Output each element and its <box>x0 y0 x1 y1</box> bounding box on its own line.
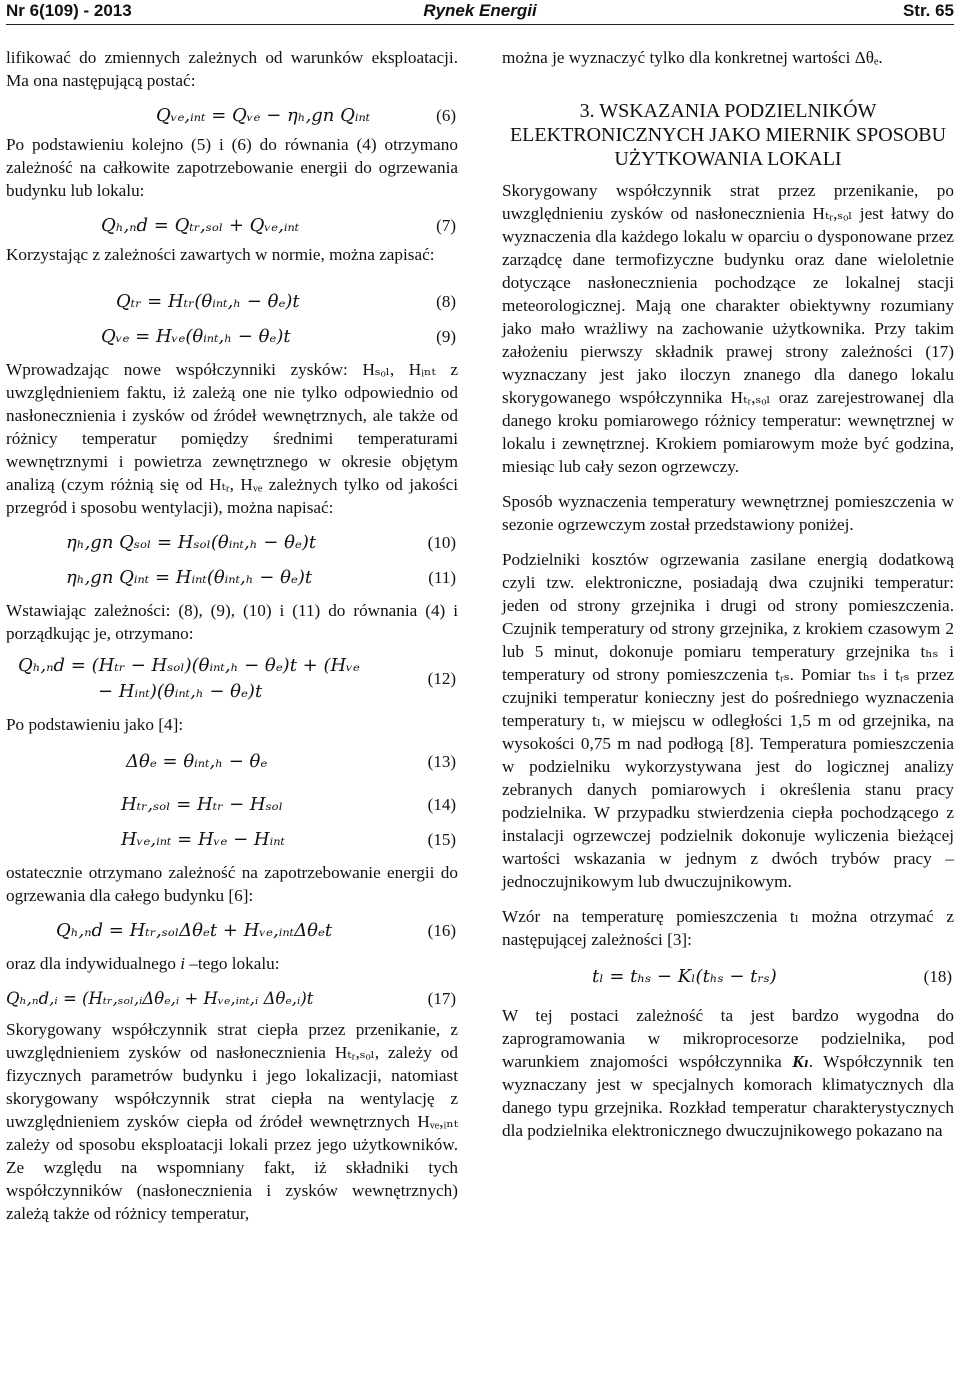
issue-number: Nr 6(109) - 2013 <box>6 1 132 20</box>
equation-9 <box>6 319 458 354</box>
equation-formula: Qᵥₑ,ᵢₙₜ = Qᵥₑ − ηₕ,gn Qᵢₙₜ <box>156 105 371 126</box>
equation-number: (10) <box>427 533 456 552</box>
paragraph: Wzór na temperaturę pomieszczenia tₗ można otrzymać z następującej zależności [3]: <box>502 907 954 949</box>
equation-10 <box>6 525 458 560</box>
text-run: –tego lokalu: <box>185 954 280 973</box>
equation-formula: Qₕ,ₙd = Qₜᵣ,ₛₒₗ + Qᵥₑ,ᵢₙₜ <box>101 215 300 236</box>
equation-7 <box>6 208 458 243</box>
equation-number: (13) <box>427 752 456 771</box>
equation-formula-line1: Qₕ,ₙd = (Hₜᵣ − Hₛₒₗ)(θᵢₙₜ,ₕ − θₑ)t + (Hᵥₑ <box>18 655 360 676</box>
equation-12 <box>6 651 458 707</box>
equation-16 <box>6 913 458 948</box>
paragraph: Korzystając z zależności zawartych w normie, można zapisać: <box>6 245 435 264</box>
right-column <box>502 46 954 1142</box>
equation-number: (18) <box>923 967 952 986</box>
italic-variable: i <box>180 954 185 973</box>
equation-formula: Qₕ,ₙd = Hₜᵣ,ₛₒₗΔθₑt + Hᵥₑ,ᵢₙₜΔθₑt <box>56 920 333 941</box>
equation-number: (9) <box>436 327 456 346</box>
equation-13 <box>6 744 458 779</box>
section-heading: 3. WSKAZANIA PODZIELNIKÓW ELEKTRONICZNYCH JAKO MIERNIK SPOSOBU UŻYTKOWANIA LOKALI <box>509 100 947 170</box>
equation-number: (7) <box>436 216 456 235</box>
paragraph: Wprowadzając nowe współczynniki zysków: Hₛₒₗ, Hᵢₙₜ z uwzględnieniem faktu, iż zależą one nie tylko odpowiednio od nasłonecznienia i zysków od źródeł wewnętrznych, ale także od różnicy temperatur pomiędzy średnimi temperaturami wewnętrznymi i powietrza zewnętrznego w okresie objętym analizą (czym różnią się od Hₜᵣ, Hᵥₑ zależnych tylko od jakości przegród i sposobu wentylacji), można napisać: <box>6 360 458 517</box>
journal-title: Rynek Energii <box>423 1 537 20</box>
left-column <box>6 46 458 1225</box>
equation-6 <box>6 98 458 133</box>
equation-number: (8) <box>436 292 456 311</box>
paragraph: Skorygowany współczynnik strat przez przenikanie, po uwzględnieniu zysków od nasłonecznienia Hₜᵣ,ₛₒₗ jest łatwy do wyznaczenia dla każdego lokalu w oparciu o dysponowane przez zarządcę dane termofizyczne budynku oraz dane wieloletnie dotyczące nasłonecznienia pochodzące ze lokalnej stacji meteorologicznej. Mają one charakter obiektywny rozumiany jako mało wrażliwy na zachowanie użytkownika. Przy takim założeniu pierwszy składnik prawej strony zależności (17) wyznaczany jest jako iloczyn znanego dla danego lokalu skorygowanego współczynnika Hₜᵣ,ₛₒₗ oraz zarejestrowanej dla danego kroku pomiarowego różnicy temperatur: wewnętrznej w lokalu i zewnętrznej. Krokiem pomiarowym może być godzina, miesiąc lub cały sezon ogrzewczy. <box>502 181 954 476</box>
equation-number: (6) <box>436 106 456 125</box>
equation-number: (12) <box>427 669 456 688</box>
equation-number: (11) <box>428 568 456 587</box>
equation-formula-line2: − Hᵢₙₜ)(θᵢₙₜ,ₕ − θₑ)t <box>98 681 263 702</box>
paragraph <box>6 952 458 975</box>
variable-kl: Kₗ <box>792 1052 809 1071</box>
equation-number: (15) <box>427 830 456 849</box>
equation-formula: Qᵥₑ = Hᵥₑ(θᵢₙₜ,ₕ − θₑ)t <box>101 326 291 347</box>
equation-number: (16) <box>427 921 456 940</box>
paragraph: Skorygowany współczynnik strat ciepła przez przenikanie, z uwzględnieniem zysków od nasłonecznienia Hₜᵣ,ₛₒₗ, zależy od fizycznych parametrów budynku i jego lokalizacji, natomiast skorygowany współczynnik strat ciepła na wentylację z uwzględnieniem zysków ciepła od źródeł wewnętrznych Hᵥₑ,ᵢₙₜ zależy od sposobu eksploatacji lokali przez jego użytkowników. Ze względu na wspomniany fakt, iż składniki tych współczynników (nasłonecznienia i zysków wewnętrznych) zależą także od różnicy temperatur, <box>6 1020 458 1223</box>
equation-17 <box>6 981 458 1016</box>
equation-formula: ηₕ,gn Qᵢₙₜ = Hᵢₙₜ(θᵢₙₜ,ₕ − θₑ)t <box>66 567 313 588</box>
equation-formula: Hᵥₑ,ᵢₙₜ = Hᵥₑ − Hᵢₙₜ <box>121 829 285 850</box>
paragraph: Sposób wyznaczenia temperatury wewnętrznej pomieszczenia w sezonie ogrzewczym został przedstawiony poniżej. <box>502 492 954 534</box>
equation-15 <box>6 822 458 857</box>
equation-formula: Δθₑ = θᵢₙₜ,ₕ − θₑ <box>126 751 268 772</box>
text-run: oraz dla indywidualnego <box>6 954 181 973</box>
equation-11 <box>6 560 458 595</box>
text-run: . Współczynnik ten wyznaczany jest w specjalnych komorach klimatycznych dla danego typu grzejnika. Rozkład temperatur charakterystycznych dla podzielnika elektronicznego dwuczujnikowego pokazano na <box>502 1052 955 1140</box>
paragraph: Po podstawieniu jako [4]: <box>6 715 184 734</box>
equation-formula: Qₜᵣ = Hₜᵣ(θᵢₙₜ,ₕ − θₑ)t <box>116 291 300 312</box>
paragraph: można je wyznaczyć tylko dla konkretnej wartości Δθₑ. <box>502 48 883 67</box>
paragraph: Po podstawieniu kolejno (5) i (6) do równania (4) otrzymano zależność na całkowite zapotrzebowanie energii do ogrzewania budynku lub lokalu: <box>6 135 458 200</box>
paragraph <box>502 1004 954 1142</box>
equation-number: (17) <box>427 989 456 1008</box>
equation-14 <box>6 787 458 822</box>
page-number: Str. 65 <box>902 1 954 20</box>
equation-formula: Hₜᵣ,ₛₒₗ = Hₜᵣ − Hₛₒₗ <box>121 794 283 815</box>
paragraph: lifikować do zmiennych zależnych od warunków eksploatacji. Ma ona następującą postać: <box>6 48 458 90</box>
equation-formula: tₗ = tₕₛ − Kₗ(tₕₛ − tᵣₛ) <box>592 966 777 987</box>
equation-formula: ηₕ,gn Qₛₒₗ = Hₛₒₗ(θᵢₙₜ,ₕ − θₑ)t <box>66 532 317 553</box>
paragraph: Podzielniki kosztów ogrzewania zasilane energią dodatkową czyli tzw. elektroniczne, posiadają dwa czujniki temperatur: jeden od strony grzejnika i drugi od strony pomieszczenia. Czujnik temperatury od strony grzejnika, z krokiem czasowym 2 lub 5 minut, dokonuje pomiaru temperatury grzejnika tₕₛ i temperatury od strony pomieszczenia tᵣₛ. Pomiar tₕₛ i tᵣₛ przez czujniki temperatur konieczny jest do pośredniego wyznaczenia temperatury tₗ, w miejscu w odległości 1,5 m od grzejnika, na wysokości 0,75 m nad podłogą [8]. Temperatura pomieszczenia w podzielniku wykorzystywana jest do logicznej analizy zebranych danych pomiarowych i określenia stanu pracy podzielnika. W przypadku stwierdzenia ciepła pochodzącego z instalacji ogrzewczej podzielnik dokonuje wyliczenia bieżącej wartości wskazania w jednym z dwóch trybów pracy – jednoczujnikowym lub dwuczujnikowym. <box>502 550 954 891</box>
equation-formula: Qₕ,ₙd,ᵢ = (Hₜᵣ,ₛₒₗ,ᵢΔθₑ,ᵢ + Hᵥₑ,ᵢₙₜ,ᵢ Δθₑ,ᵢ)t <box>6 989 314 1008</box>
paragraph: Wstawiając zależności: (8), (9), (10) i (11) do równania (4) i porządkując je, otrzymano: <box>6 601 458 643</box>
equation-8 <box>6 284 458 319</box>
running-header <box>6 0 954 25</box>
text-run: W tej postaci zależność ta jest bardzo wygodna do zaprogramowania w mikroprocesorze podzielnika, pod warunkiem znajomości współczynnika <box>502 1006 954 1071</box>
equation-number: (14) <box>427 795 456 814</box>
paragraph: ostatecznie otrzymano zależność na zapotrzebowanie energii do ogrzewania dla całego budynku [6]: <box>6 863 458 905</box>
equation-18 <box>502 959 954 994</box>
